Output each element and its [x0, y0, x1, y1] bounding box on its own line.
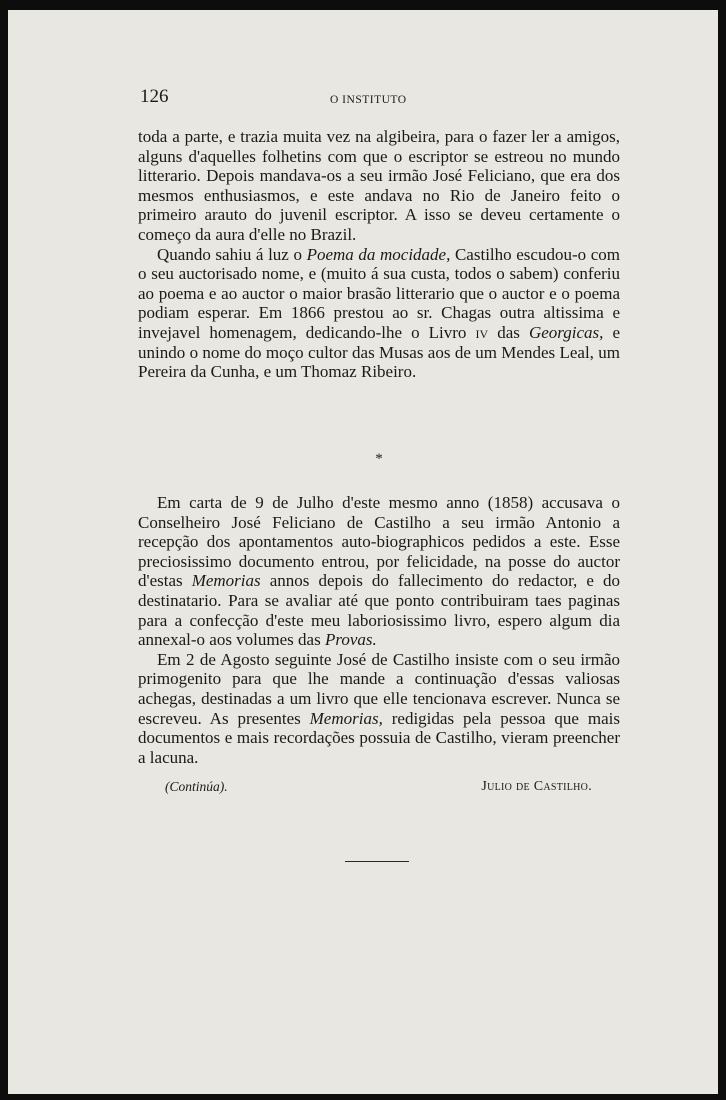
- running-title: O INSTITUTO: [330, 94, 407, 106]
- memorias-title: Memorias: [191, 571, 261, 591]
- continua-note: (Continúa).: [165, 779, 228, 794]
- paragraph-2-text-d: e unindo o nome do moço cultor das Musas aos de um Mendes Leal, um Pereira da Cunha, e um Thomaz Ribeiro.: [138, 322, 620, 382]
- paragraph-4-text-a: Em 2 de Agosto seguinte José de Castilho insiste com o seu irmão primogenito para que lhe mande a continuação d'essas valiosas achegas, destinadas a um livro que elle tencionava escrever. Nunca se escreveu. As presentes: [138, 649, 620, 728]
- section-separator: *: [375, 451, 383, 467]
- body-text: [138, 127, 620, 794]
- paragraph-3-text-a: Em carta de 9 de Julho d'este mesmo anno (1858) accusava o Conselheiro José Feliciano de Castilho a seu irmão Antonio a recepção dos apontamentos auto-biographicos pedidos a este. Esse preciosissimo documento entrou, por felicidade, na posse do auctor d'estas: [138, 493, 620, 591]
- provas-title: Provas.: [324, 630, 377, 650]
- book-page: [8, 10, 718, 1094]
- section-2: [138, 493, 620, 767]
- paragraph-2-text-c: das: [488, 322, 529, 342]
- paragraph-2-text-a: Quando sahiu á luz o: [157, 244, 307, 264]
- poem-title: Poema da mocidade,: [306, 244, 451, 264]
- page-number: 126: [140, 86, 169, 107]
- end-rule: [345, 861, 409, 862]
- paragraph-3-text-b: annos depois do fallecimento do redactor, e do destinatario. Para se avaliar até que ponto contribuiram taes paginas para a confecção d'este meu laboriosissimo livro, espero algum dia annexal-o aos volumes das: [138, 571, 620, 650]
- author-signature: Julio de Castilho.: [481, 779, 592, 794]
- paragraph-1: toda a parte, e trazia muita vez na algibeira, para o fazer ler a amigos, alguns d'aquelles folhetins com que o escriptor se estreou no mundo litterario. Depois mandava-os a seu irmão José Feliciano, que era dos mesmos enthusiasmos, e este andava no Rio de Janeiro feito o primeiro arauto do juvenil escriptor. A isso se deveu certamente o começo da aura d'elle no Brazil.: [138, 127, 620, 244]
- signature-row: [138, 777, 620, 799]
- paragraph-2: [138, 245, 620, 382]
- page-header: [140, 86, 630, 116]
- book-roman-numeral: iv: [475, 322, 489, 342]
- georgicas-title: Georgicas,: [528, 322, 604, 342]
- paragraph-3: [138, 493, 620, 650]
- memorias-title-2: Memorias,: [309, 708, 383, 728]
- paragraph-4: [138, 650, 620, 768]
- paragraph-4-text-b: redigidas pela pessoa que mais documentos e mais recordações possuia de Castilho, vieram preencher a lacuna.: [138, 708, 620, 767]
- paragraph-2-text-b: Castilho escudou-o com o seu auctorisado nome, e (muito á sua custa, todos o sabem) conferiu ao poema e ao auctor o maior brasão litterario que o auctor e o poema podiam esperar. Em 1866 prestou ao sr. Chagas outra altissima e invejavel homenagem, dedicando-lhe o Livro: [138, 244, 620, 342]
